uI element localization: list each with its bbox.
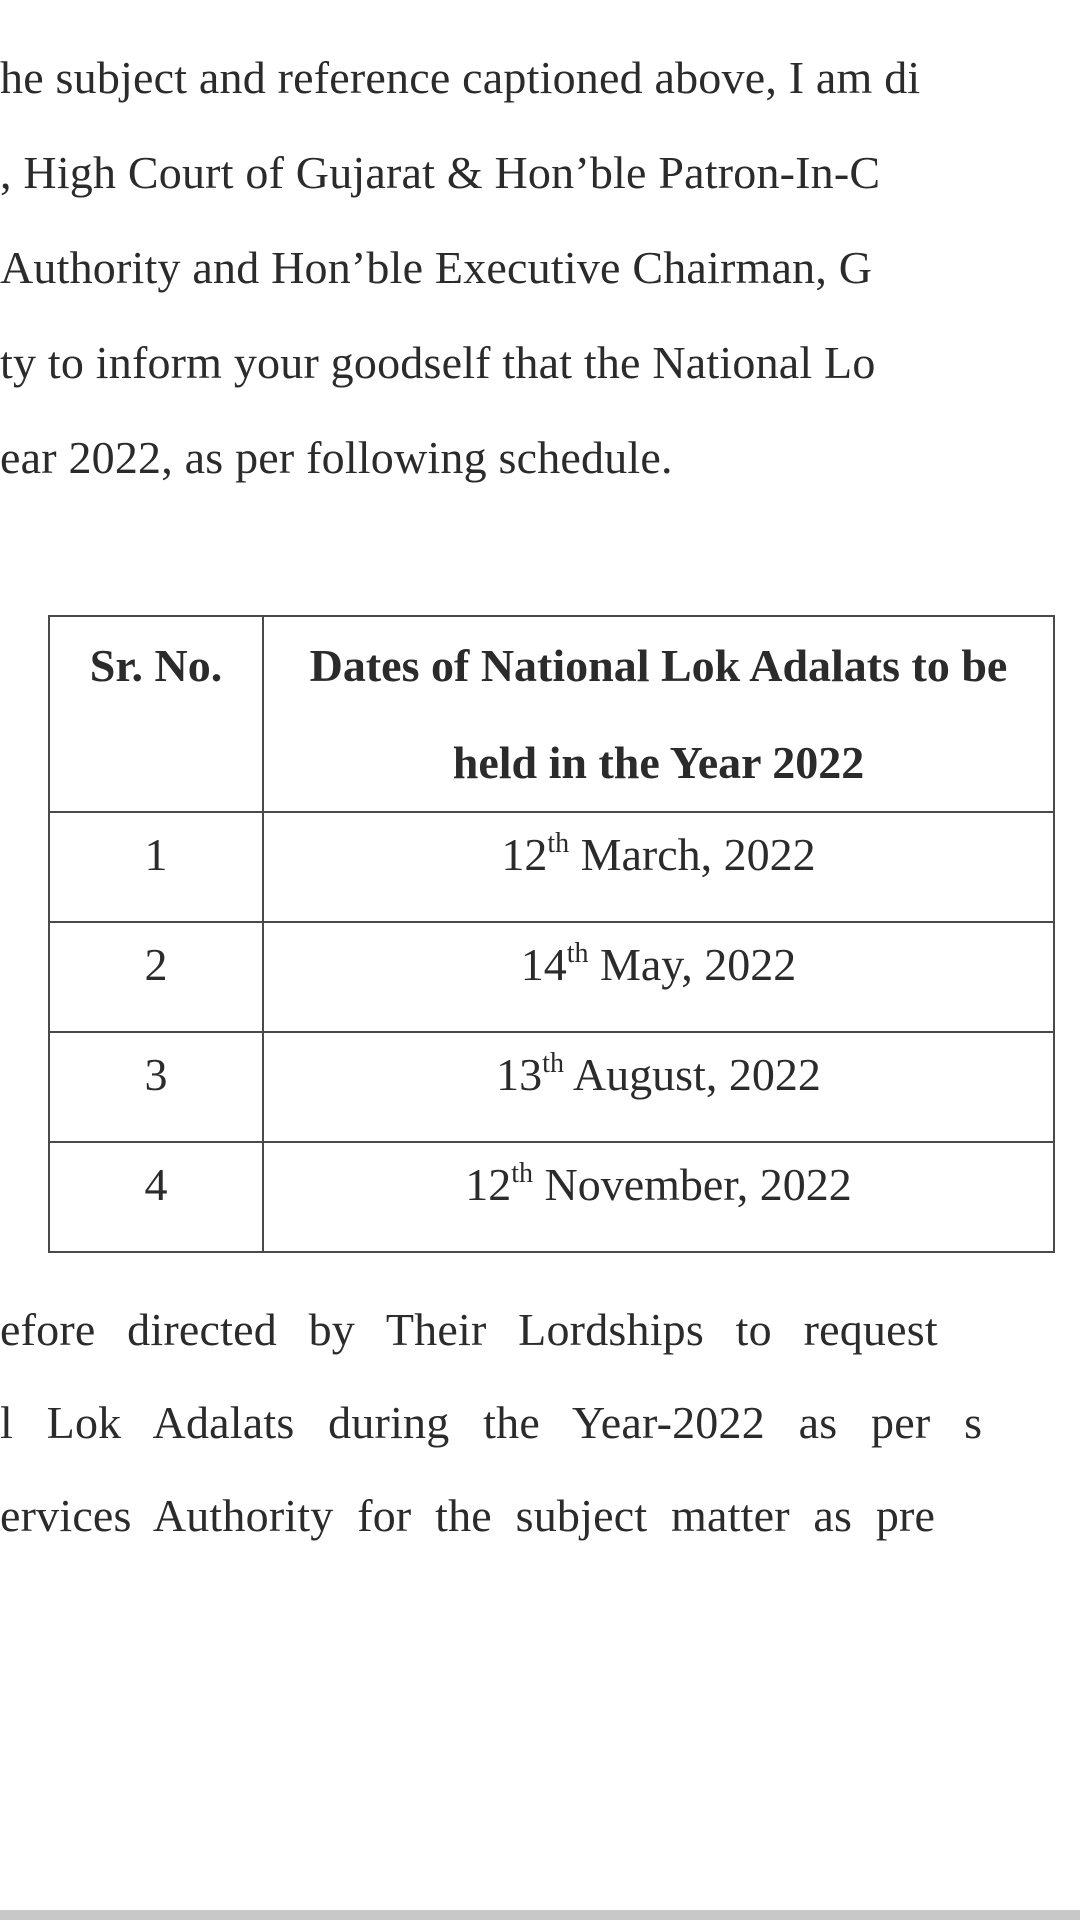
paragraph-line: l Lok Adalats during the Year-2022 as per s [0, 1397, 983, 1448]
date-rest: May, 2022 [588, 939, 797, 990]
paragraph-line: Authority and Hon’ble Executive Chairman, G [0, 242, 873, 293]
date-cell [263, 812, 1054, 922]
date-rest: March, 2022 [569, 829, 816, 880]
sr-no-cell: 4 [49, 1142, 263, 1252]
paragraph-line: ear 2022, as per following schedule. [0, 432, 673, 483]
date-suffix: th [566, 938, 589, 969]
table-row [49, 1032, 1054, 1142]
date-suffix: th [511, 1158, 533, 1189]
date-cell [263, 922, 1054, 1032]
sr-no-cell: 3 [49, 1032, 263, 1142]
date-rest: August, 2022 [563, 1049, 821, 1100]
paragraph-line: ervices Authority for the subject matter as pre [0, 1490, 936, 1541]
date-cell [263, 1142, 1054, 1252]
lok-adalat-schedule-table [48, 615, 1055, 1253]
date-rest: November, 2022 [532, 1159, 852, 1210]
date-cell [263, 1032, 1054, 1142]
page-bottom-edge [0, 1910, 1080, 1920]
sr-no-cell: 1 [49, 812, 263, 922]
date-day: 12 [465, 1159, 512, 1210]
paragraph-line: , High Court of Gujarat & Hon’ble Patron-In-C [0, 147, 881, 198]
date-day: 14 [520, 939, 567, 990]
paragraph-line: he subject and reference captioned above, I am di [0, 52, 921, 103]
column-header-sr-no: Sr. No. [49, 616, 263, 812]
table-row [49, 812, 1054, 922]
date-day: 12 [501, 829, 548, 880]
table-header-row [49, 616, 1054, 812]
table-row [49, 922, 1054, 1032]
paragraph-line: ty to inform your goodself that the National Lo [0, 337, 876, 388]
column-header-dates: Dates of National Lok Adalats to be held in the Year 2022 [263, 616, 1054, 812]
sr-no-cell: 2 [49, 922, 263, 1032]
table-row [49, 1142, 1054, 1252]
paragraph-line: efore directed by Their Lordships to request [0, 1304, 938, 1355]
date-suffix: th [542, 1048, 564, 1079]
date-suffix: th [547, 828, 570, 859]
date-day: 13 [496, 1049, 543, 1100]
